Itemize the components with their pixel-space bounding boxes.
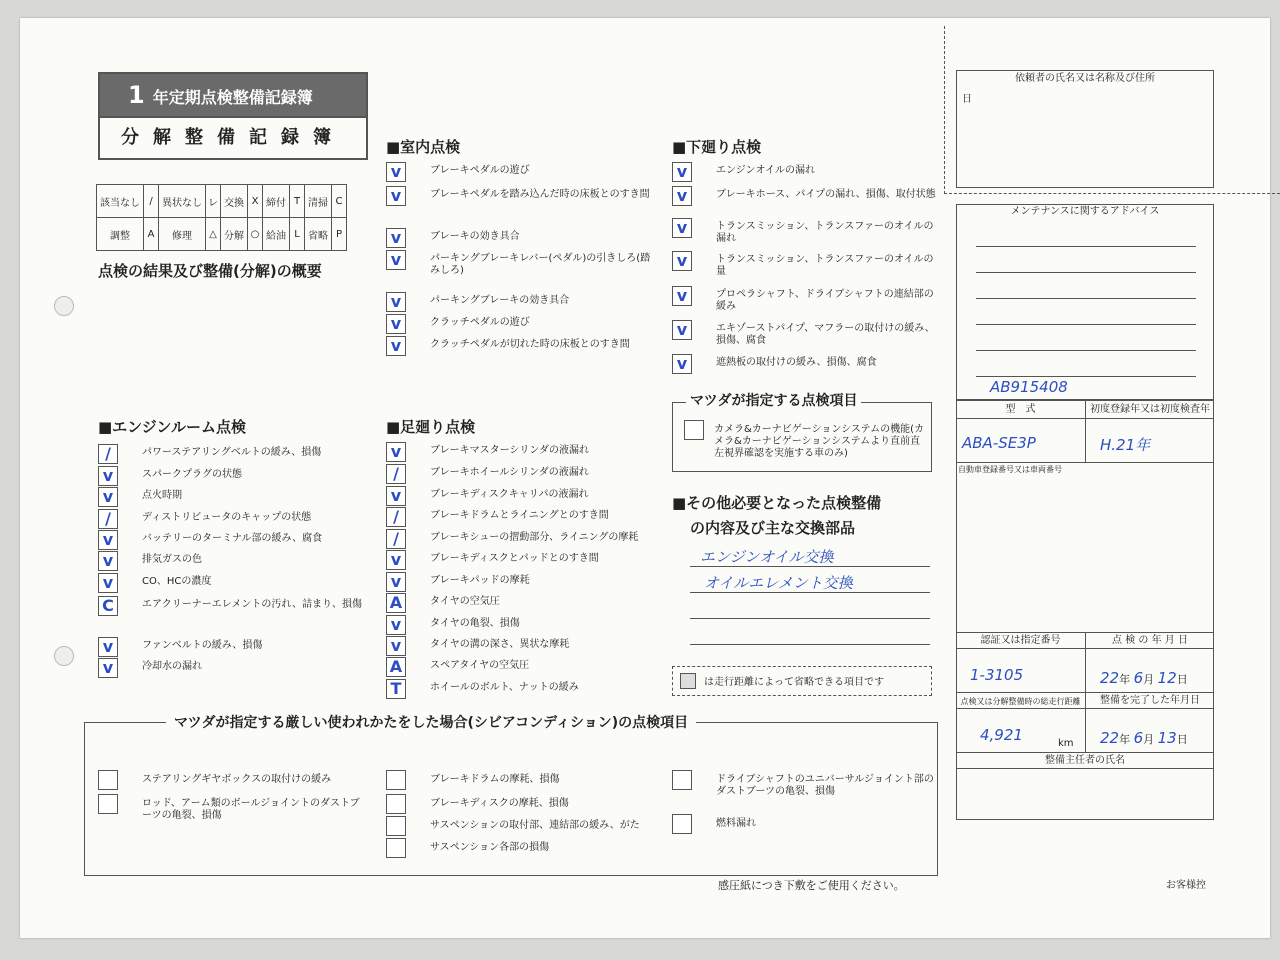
legend-cell: レ — [206, 185, 221, 218]
severe-item-label: サスペンション各部の損傷 — [430, 842, 550, 853]
check-item-label: ブレーキドラムとライニングとのすき間 — [430, 510, 609, 521]
rule — [976, 298, 1196, 299]
advice-frame — [956, 204, 1214, 400]
checkbox[interactable] — [684, 420, 704, 440]
client-value: 日 — [962, 94, 972, 105]
check-mark: v — [102, 530, 114, 549]
check-mark: C — [102, 596, 114, 615]
done-label: 整備を完了した年月日 — [1100, 695, 1200, 706]
check-item-label: パワーステアリングベルトの緩み、損傷 — [142, 447, 322, 458]
legend-cell: 締付 — [263, 185, 290, 218]
divider — [1085, 632, 1086, 752]
divider — [956, 418, 1214, 419]
checkbox[interactable] — [98, 770, 118, 790]
rule — [976, 272, 1196, 273]
check-item-label: 排気ガスの色 — [142, 554, 202, 565]
legend-cell: 調整 — [97, 218, 144, 251]
other-entry: オイルエレメント交換 — [704, 574, 853, 592]
check-item-label: 点火時期 — [142, 490, 182, 501]
check-mark: A — [389, 657, 403, 676]
check-item-label: トランスミッション、トランスファーのオイルの漏れ — [716, 221, 934, 244]
inspection-date — [1100, 669, 1188, 687]
rule — [976, 324, 1196, 325]
legend-cell: 分解 — [221, 218, 248, 251]
check-item-label: タイヤの溝の深さ、異状な摩耗 — [430, 639, 570, 650]
check-mark: v — [390, 550, 402, 569]
check-item-label: ブレーキホイールシリンダの液漏れ — [430, 467, 589, 478]
first-reg-value: H.21年 — [1100, 436, 1151, 454]
check-item-label: ブレーキホース、パイプの漏れ、損傷、取付状態 — [716, 189, 936, 200]
model-value: ABA-SE3P — [962, 434, 1036, 452]
check-item-label: パーキングブレーキレバー(ペダル)の引きしろ(踏みしろ) — [430, 253, 651, 276]
other-entry: エンジンオイル交換 — [700, 548, 834, 566]
unit: 月 — [1143, 673, 1155, 686]
odo-label: 点検又は分解整備時の総走行距離 — [960, 697, 1081, 706]
check-mark: v — [676, 320, 688, 339]
date-day: 12 — [1157, 669, 1177, 687]
check-item-label: ブレーキペダルを踏み込んだ時の床板とのすき間 — [430, 189, 650, 200]
check-mark: v — [390, 186, 402, 205]
rule — [690, 618, 930, 619]
check-item-label: パーキングブレーキの効き具合 — [430, 295, 570, 306]
check-mark: / — [393, 507, 399, 526]
severe-item-label: ドライブシャフトのユニバーサルジョイント部のダストブーツの亀裂、損傷 — [716, 774, 934, 797]
check-mark: v — [676, 218, 688, 237]
check-item-label: クラッチペダルの遊び — [430, 317, 530, 328]
legend-cell: / — [144, 185, 159, 218]
severe-item-label: ブレーキディスクの摩耗、損傷 — [430, 798, 569, 809]
check-item-label: ブレーキの効き具合 — [430, 231, 520, 242]
check-item-label: バッテリーのターミナル部の緩み、腐食 — [142, 533, 323, 544]
checkbox[interactable] — [98, 794, 118, 814]
copy-label: お客様控 — [1166, 880, 1206, 891]
check-item-label: エキゾーストパイプ、マフラーの取付けの緩み、損傷、腐食 — [716, 323, 935, 346]
check-mark: / — [105, 444, 111, 463]
check-item-label: ブレーキディスクとパッドとのすき間 — [430, 553, 599, 564]
vin-value: AB915408 — [990, 378, 1068, 396]
first-reg-label: 初度登録年又は初度検査年 — [1090, 404, 1210, 415]
severe-item-label: 燃料漏れ — [716, 818, 756, 829]
check-mark: v — [390, 615, 402, 634]
legend-cell: 給油 — [263, 218, 290, 251]
odo-unit: km — [1058, 738, 1074, 749]
check-item-label: スパークプラグの状態 — [142, 469, 242, 480]
check-mark: v — [390, 636, 402, 655]
chassis-heading: ■足廻り点検 — [386, 418, 476, 436]
check-mark: / — [393, 464, 399, 483]
checkbox[interactable] — [386, 770, 406, 790]
done-year: 22 — [1100, 729, 1120, 747]
legend-cell: L — [290, 218, 305, 251]
divider — [956, 462, 1214, 463]
check-mark: v — [390, 442, 402, 461]
check-mark: A — [389, 593, 403, 612]
severe-item-label: サスペンションの取付部、連結部の緩み、がた — [430, 820, 640, 831]
check-mark: v — [102, 487, 114, 506]
legend-cell: ○ — [248, 218, 263, 251]
check-mark: / — [105, 509, 111, 528]
check-mark: v — [390, 572, 402, 591]
check-mark: v — [390, 292, 402, 311]
check-mark: T — [390, 679, 402, 698]
check-mark: v — [390, 336, 402, 355]
check-item-label: ブレーキパッドの摩耗 — [430, 575, 530, 586]
severe-item-label: ブレーキドラムの摩耗、損傷 — [430, 774, 560, 785]
check-item-label: ブレーキディスクキャリパの液漏れ — [430, 489, 589, 500]
divider — [956, 768, 1214, 769]
mazda-items-heading: マツダが指定する点検項目 — [686, 390, 861, 410]
check-mark: v — [676, 186, 688, 205]
legend-cell: X — [248, 185, 263, 218]
legend-cell: 省略 — [305, 218, 332, 251]
check-mark: v — [102, 466, 114, 485]
legend-cell: P — [332, 218, 347, 251]
check-item-label: エアクリーナーエレメントの汚れ、詰まり、損傷 — [142, 599, 362, 610]
checkbox[interactable] — [672, 770, 692, 790]
legend-cell: △ — [206, 218, 221, 251]
symbol-legend — [96, 184, 347, 251]
rule — [976, 350, 1196, 351]
unit: 月 — [1143, 733, 1155, 746]
check-mark: v — [390, 162, 402, 181]
checkbox[interactable] — [386, 816, 406, 836]
check-item-label: 遮熱板の取付けの緩み、損傷、腐食 — [716, 357, 877, 368]
legend-cell: 修理 — [159, 218, 206, 251]
title-box — [98, 72, 368, 160]
reg-note: 自動車登録番号又は車両番号 — [958, 465, 1062, 474]
checkbox[interactable] — [386, 794, 406, 814]
done-day: 13 — [1157, 729, 1177, 747]
check-mark: v — [390, 228, 402, 247]
unit: 日 — [1176, 673, 1188, 686]
check-mark: v — [676, 354, 688, 373]
unit: 年 — [1119, 673, 1131, 686]
check-mark: v — [102, 551, 114, 570]
rule — [690, 644, 930, 645]
other-heading: ■その他必要となった点検整備 — [672, 494, 882, 512]
check-mark: v — [102, 573, 114, 592]
check-item-label: プロペラシャフト、ドライブシャフトの連結部の緩み — [716, 289, 934, 312]
unit: 年 — [1119, 733, 1131, 746]
legend-cell: 異状なし — [159, 185, 206, 218]
check-item-label: 冷却水の漏れ — [142, 661, 202, 672]
legend-cell: 該当なし — [97, 185, 144, 218]
client-label: 依頼者の氏名又は名称及び住所 — [1015, 73, 1155, 84]
checkbox[interactable] — [672, 814, 692, 834]
rule — [976, 376, 1196, 377]
check-item-label: クラッチペダルが切れた時の床板とのすき間 — [430, 339, 630, 350]
footer-note: 感圧紙につき下敷をご使用ください。 — [718, 879, 905, 892]
check-item-label: CO、HCの濃度 — [142, 576, 212, 587]
underbody-heading: ■下廻り点検 — [672, 138, 762, 156]
check-item-label: タイヤの空気圧 — [430, 596, 500, 607]
check-item-label: トランスミッション、トランスファーのオイルの量 — [716, 254, 934, 277]
check-mark: v — [676, 286, 688, 305]
date-label: 点 検 の 年 月 日 — [1112, 635, 1188, 646]
legend-cell: 交換 — [221, 185, 248, 218]
legend-cell: C — [332, 185, 347, 218]
completion-date — [1100, 729, 1188, 747]
check-mark: v — [390, 486, 402, 505]
cert-value: 1-3105 — [970, 666, 1024, 684]
checkbox[interactable] — [386, 838, 406, 858]
check-mark: v — [102, 637, 114, 656]
cert-label: 認証又は指定番号 — [980, 635, 1061, 646]
check-item-label: ホイールのボルト、ナットの緩み — [430, 682, 579, 693]
other-heading-2: の内容及び主な交換部品 — [690, 519, 856, 537]
legend-cell: 清掃 — [305, 185, 332, 218]
chief-label: 整備主任者の氏名 — [1045, 755, 1125, 766]
legend-cell: T — [290, 185, 305, 218]
page-subtitle: 分解整備記録簿 — [100, 116, 366, 158]
severe-heading: マツダが指定する厳しい使われかたをした場合(シビアコンディション)の点検項目 — [166, 712, 696, 732]
check-mark: / — [393, 529, 399, 548]
title-number: 1 — [128, 81, 145, 109]
check-mark: v — [390, 314, 402, 333]
date-month: 6 — [1133, 669, 1144, 687]
severe-item-label: ステアリングギヤボックスの取付けの緩み — [142, 774, 332, 785]
binder-hole — [54, 646, 74, 666]
mazda-item-label: カメラ&カーナビゲーションシステムの機能(カメラ&カーナビゲーションシステムより直前直左視界確認を実施する車のみ) — [714, 424, 925, 459]
interior-heading: ■室内点検 — [386, 138, 461, 156]
check-mark: v — [676, 251, 688, 270]
model-label: 型 式 — [1005, 404, 1036, 415]
legend-cell: A — [144, 218, 159, 251]
page-title: 年定期点検整備記録簿 — [152, 88, 313, 107]
binder-hole — [54, 296, 74, 316]
check-item-label: エンジンオイルの漏れ — [716, 165, 815, 176]
divider — [956, 752, 1214, 753]
overview-heading: 点検の結果及び整備(分解)の概要 — [98, 262, 322, 280]
check-item-label: ブレーキシューの摺動部分、ライニングの摩耗 — [430, 532, 639, 543]
severe-item-label: ロッド、アーム類のボールジョイントのダストブーツの亀裂、損傷 — [142, 798, 360, 821]
engine-heading: ■エンジンルーム点検 — [98, 418, 247, 436]
check-item-label: スペアタイヤの空気圧 — [430, 660, 530, 671]
shaded-box — [680, 673, 696, 689]
odo-value: 4,921 — [980, 726, 1023, 744]
done-month: 6 — [1133, 729, 1144, 747]
note-text: は走行距離によって省略できる項目です — [704, 677, 884, 688]
client-frame — [956, 70, 1214, 188]
check-mark: v — [676, 162, 688, 181]
check-item-label: ディストリビュータのキャップの状態 — [142, 512, 312, 523]
check-mark: v — [390, 250, 402, 269]
check-item-label: ファンベルトの緩み、損傷 — [142, 640, 263, 651]
date-year: 22 — [1100, 669, 1120, 687]
check-item-label: タイヤの亀裂、損傷 — [430, 618, 520, 629]
rule — [976, 246, 1196, 247]
check-item-label: ブレーキペダルの遊び — [430, 165, 530, 176]
advice-label: メンテナンスに関するアドバイス — [1010, 206, 1160, 217]
check-mark: v — [102, 658, 114, 677]
unit: 日 — [1176, 733, 1188, 746]
check-item-label: ブレーキマスターシリンダの液漏れ — [430, 445, 589, 456]
